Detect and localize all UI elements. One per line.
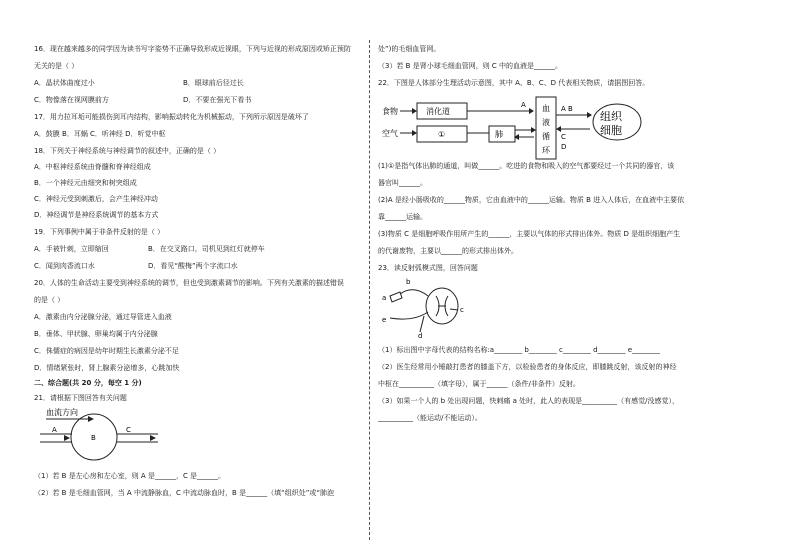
blood-char-4: 环 xyxy=(542,146,550,155)
q22-sub2: (2)A 是经小肠吸收的______物质，它由血液中的______运输。物质 B 进入人体后，在血液中主要依 xyxy=(378,196,685,204)
q17-options: A．鼓膜 B．耳蜗 C．听神经 D．听觉中枢 xyxy=(34,130,166,138)
q23-sub2-cont: 中枢在__________（填字母），属于______（条件/非条件）反射。 xyxy=(378,380,580,388)
pointer-d xyxy=(420,316,424,332)
q21-sub2: （2）若 B 是毛细血管网，当 A 中流静脉血，C 中流动脉血时，B 是______（填“组织处”或“肺泡 xyxy=(34,489,334,497)
q19-option-b: B．在交叉路口，司机见到红灯就停车 xyxy=(148,245,265,253)
sensory-neuron xyxy=(400,290,428,296)
q23-sub1: （1）标出图中字母代表的结构名称:a________ b________ c________ d________ e________ xyxy=(378,346,661,354)
label-c: C xyxy=(126,426,131,434)
q16-stem-cont: 无关的是（ ） xyxy=(34,62,79,70)
q16-option-d: D．不要在强光下看书 xyxy=(183,96,252,104)
q21-sub1: （1）若 B 是左心房和左心室，则 A 是______，C 是______。 xyxy=(34,472,226,480)
q21-blood-flow-diagram xyxy=(38,404,188,466)
blood-to-cell-arrowhead xyxy=(587,112,592,118)
vessel-c-arrowhead xyxy=(150,435,156,441)
motor-neuron xyxy=(390,312,428,319)
lung-label: 肺 xyxy=(495,130,503,139)
label-c: C xyxy=(561,133,566,141)
label-c: c xyxy=(460,306,464,314)
q19-option-c: C．闻到肉香流口水 xyxy=(34,262,95,270)
q18-option-a: A．中枢神经系统由脊髓和脊神经组成 xyxy=(34,163,151,171)
pointer-c xyxy=(450,309,458,310)
blood-char-3: 循 xyxy=(542,132,550,141)
blood-char-2: 液 xyxy=(542,118,550,127)
q18-option-c: C．神经元受到刺激后，会产生神经冲动 xyxy=(34,195,158,203)
q20-option-b: B．垂体、甲状腺、卵巢均属于内分泌腺 xyxy=(34,330,158,338)
q23-sub2: （2）医生经常用小锤敲打患者的膝盖下方，以检验患者的身体反应，即膝跳反射，该反射的神经 xyxy=(378,363,677,371)
blood-char-1: 血 xyxy=(542,104,550,113)
label-d: d xyxy=(418,332,423,340)
q18-option-b: B．一个神经元由细突和树突组成 xyxy=(34,179,137,187)
label-a: A xyxy=(521,101,526,109)
label-d: D xyxy=(561,143,567,151)
label-b: b xyxy=(406,278,411,286)
q22-stem: 22．下图是人体部分生理活动示意图，其中 A、B、C、D 代表相关物质，请据图回答。 xyxy=(378,79,650,87)
q20-stem: 20．人体的生命活动主要受到神经系统的调节，但也受到激素调节的影响。下列有关激素的描述错误 xyxy=(34,279,344,287)
tissue-cell-label-1: 组织 xyxy=(600,110,622,123)
q22-sub2-cont: 靠______运输。 xyxy=(378,213,427,221)
vessel-a-arrowhead xyxy=(64,435,70,441)
q17-stem: 17．用力拉耳垢可能损伤到耳内结构，影响振动转化为机械振动，下列所示原因是破坏了 xyxy=(34,113,309,121)
label-a: a xyxy=(382,294,387,302)
q16-stem: 16．现在越来越多的同学因为读书写字姿势不正确导致形成近视眼，下列与近视的形成原因或矫正预防 xyxy=(34,45,351,53)
q16-option-a: A．晶状体曲度过小 xyxy=(34,79,95,87)
q21-stem: 21．请根据下图回答有关问题 xyxy=(34,394,127,402)
q19-option-d: D．看见“酸梅”两个字流口水 xyxy=(148,262,238,270)
q18-stem: 18．下列关于神经系统与神经调节的叙述中，正确的是（ ） xyxy=(34,147,221,155)
air-arrowhead xyxy=(412,130,417,136)
q23-sub3-cont: __________（能运动/不能运动）。 xyxy=(378,414,482,422)
respiratory-tract-label: ① xyxy=(438,130,446,139)
q21-sub3: （3）若 B 是肾小球毛细血管网，则 C 中的血液是______。 xyxy=(378,62,563,70)
label-ab: A B xyxy=(561,105,573,113)
q22-sub3-cont: 的代谢废物，主要以______的形式排出体外。 xyxy=(378,247,518,255)
q21-sub2-cont: 处”)的毛细血管网。 xyxy=(378,45,441,53)
section-2-heading: 二、综合题(共 20 分，每空 1 分) xyxy=(34,379,142,387)
gray-matter xyxy=(436,296,448,316)
column-divider xyxy=(369,40,370,540)
q23-sub3: （3）如果一个人的 b 处出现问题，快刺痛 a 处时，此人的表现是__________（有感觉/没感觉）， xyxy=(378,397,679,405)
food-arrowhead xyxy=(412,108,417,114)
q19-stem: 19．下列事例中属于非条件反射的是（ ） xyxy=(34,228,165,236)
q22-sub1-cont: 器官叫______。 xyxy=(378,179,427,187)
q16-option-c: C．物像落在视网膜前方 xyxy=(34,96,109,104)
q22-sub1: (1)①是指气体出肺的通道，叫做______。吃进的食物和吸入的空气都要经过一个共同的器官，该 xyxy=(378,162,675,170)
digest-to-blood-arrowhead xyxy=(529,108,534,114)
q19-option-a: A．手被针刺，立即缩回 xyxy=(34,245,109,253)
flow-direction-arrowhead xyxy=(88,416,94,422)
label-a: A xyxy=(52,426,57,434)
label-food: 食物 xyxy=(382,107,398,116)
q20-option-a: A．激素由内分泌腺分泌，通过导管进入血液 xyxy=(34,313,172,321)
q16-option-b: B．眼球前后径过长 xyxy=(183,79,244,87)
tissue-cell-label-2: 细胞 xyxy=(600,124,622,137)
q22-sub3: (3)物质 C 是细胞呼吸作用所产生的______，主要以气体的形式排出体外。物质 D 是组织细胞产生 xyxy=(378,230,681,238)
q23-stem: 23．读反射弧模式图，回答问题 xyxy=(378,264,478,272)
cell-to-blood-arrowhead xyxy=(556,126,561,132)
q20-stem-cont: 的是（ ） xyxy=(34,296,65,304)
digestive-tract-label: 消化道 xyxy=(426,107,450,116)
label-b: B xyxy=(91,434,96,442)
q18-option-d: D．神经调节是神经系统调节的基本方式 xyxy=(34,211,159,219)
lung-to-blood-arrowhead xyxy=(531,127,536,133)
q20-option-c: C．侏儒症的病因是幼年时期生长激素分泌不足 xyxy=(34,347,179,355)
label-e: e xyxy=(382,316,387,324)
blood-flow-title: 血流方向 xyxy=(46,408,78,417)
label-air: 空气 xyxy=(382,129,398,138)
q20-option-d: D．情绪紧张时，肾上腺素分泌增多，心跳加快 xyxy=(34,364,180,372)
q23-reflex-arc-diagram xyxy=(378,276,478,342)
